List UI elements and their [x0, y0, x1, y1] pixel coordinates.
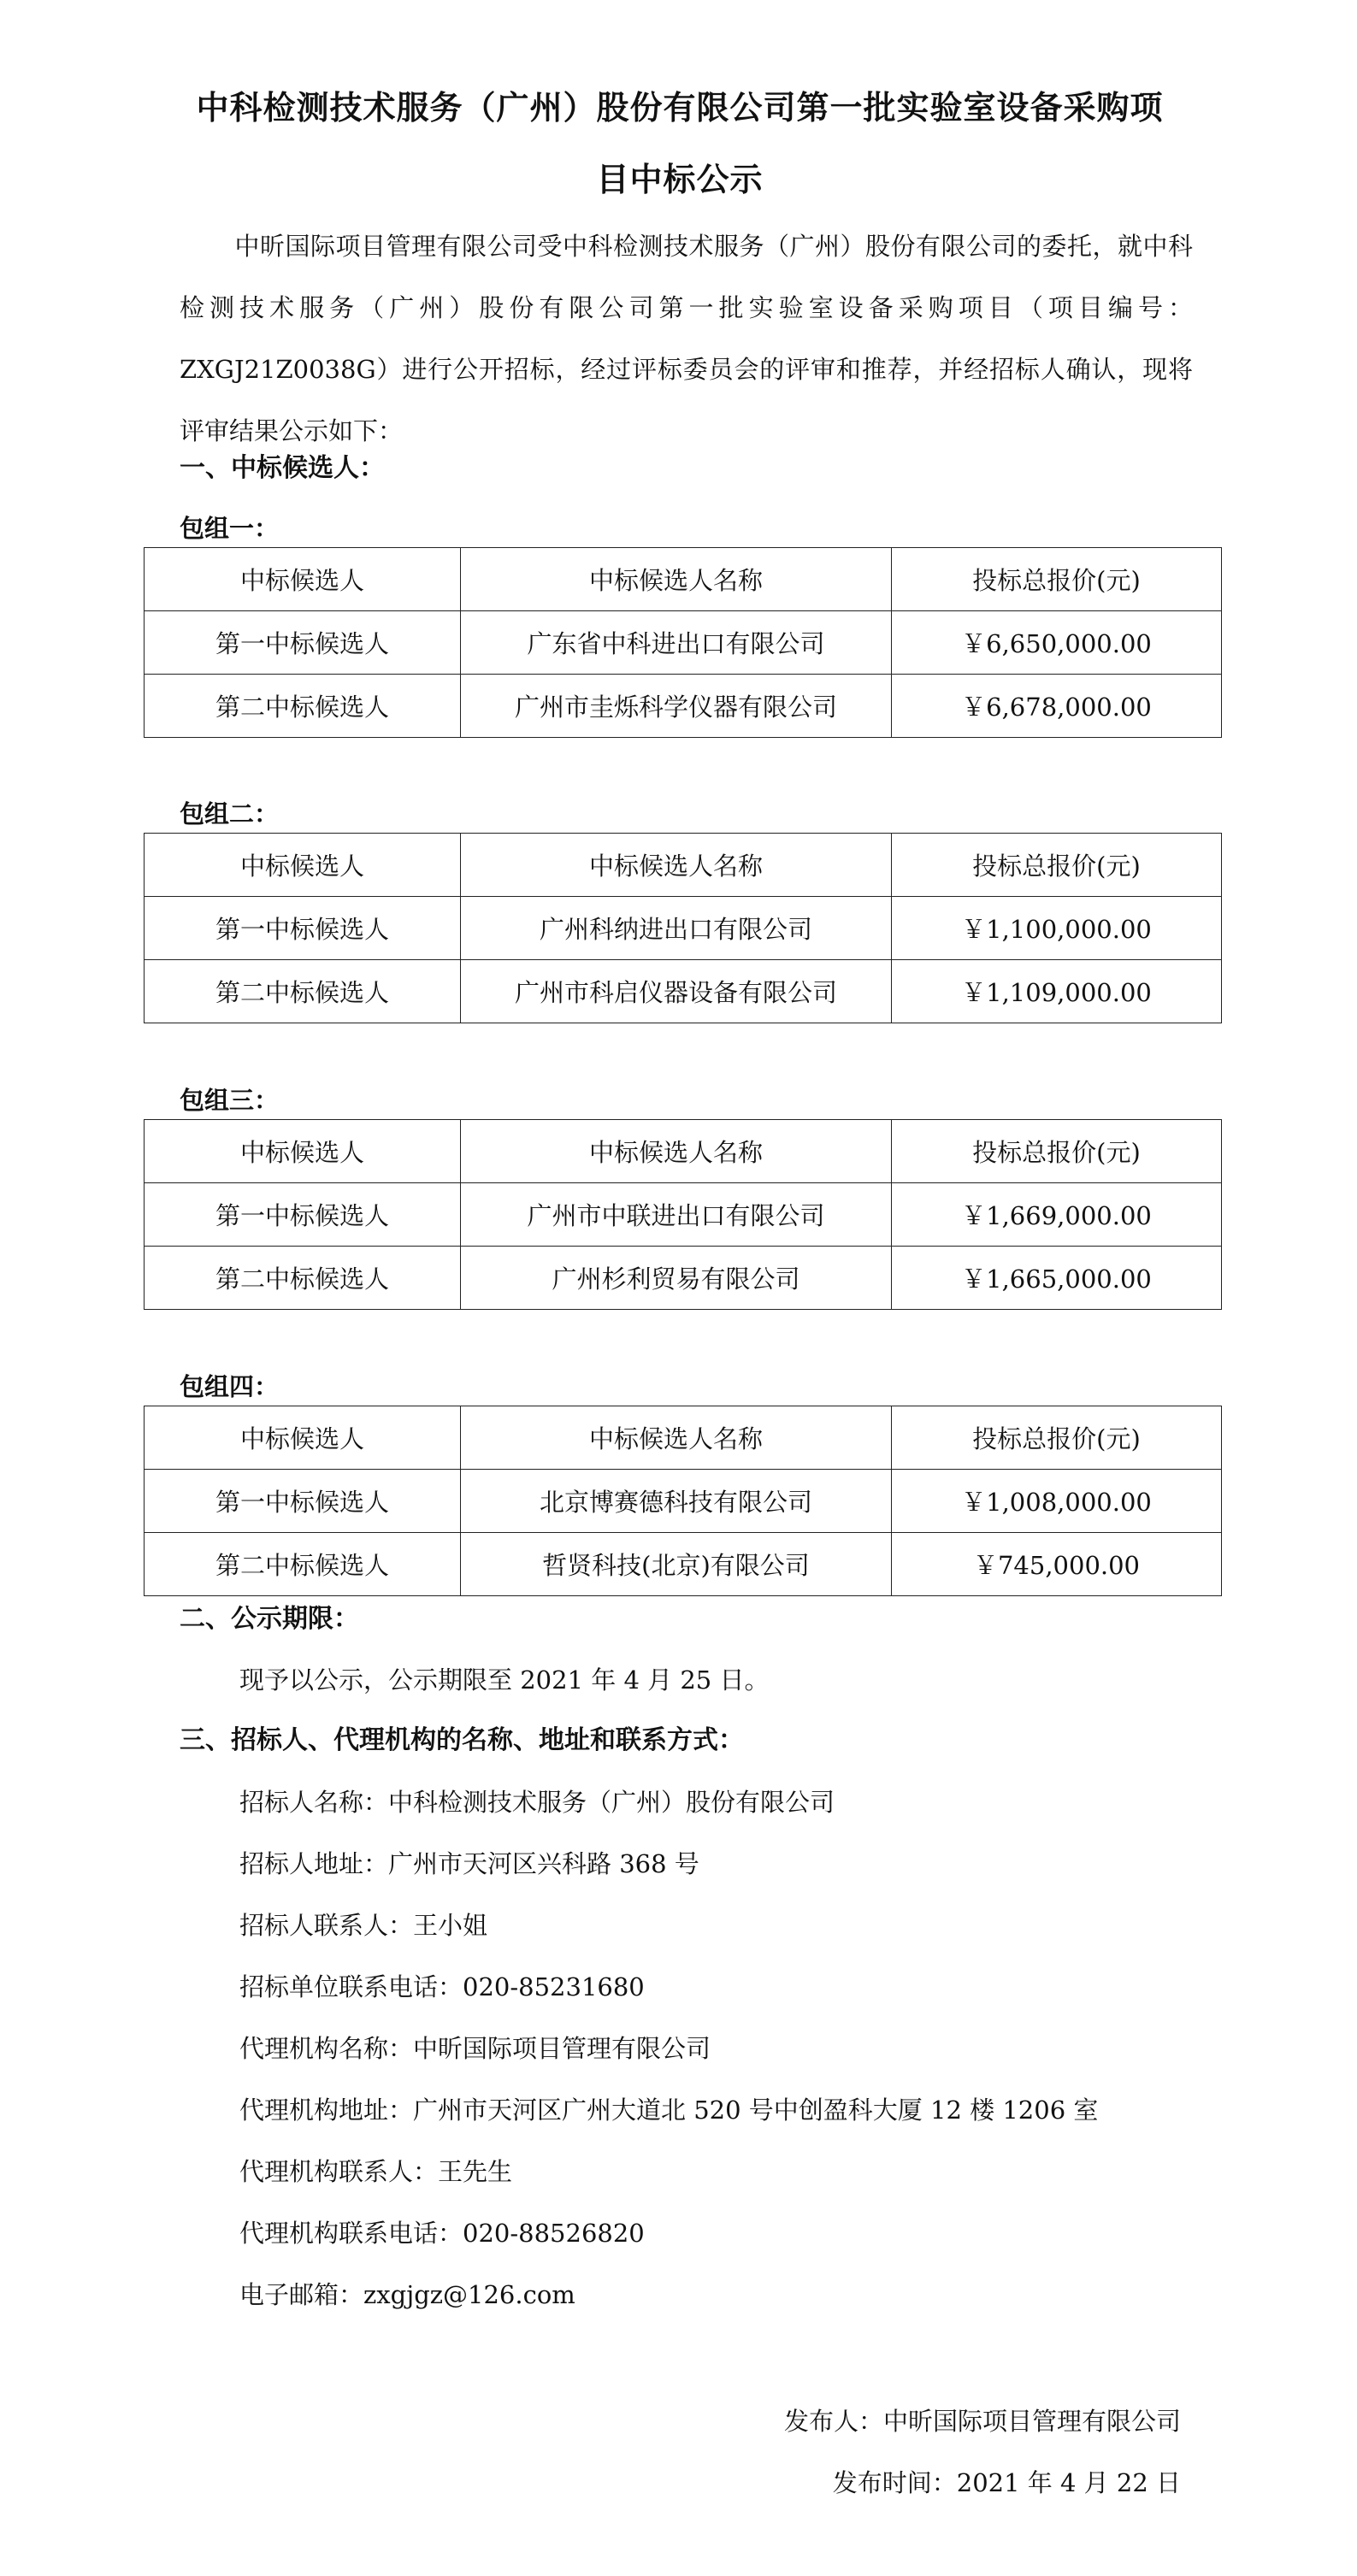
title-line-1: 中科检测技术服务（广州）股份有限公司第一批实验室设备采购项	[196, 89, 1164, 127]
cell-price: ￥6,650,000.00	[892, 611, 1222, 675]
header-rank: 中标候选人	[145, 1406, 461, 1470]
header-name: 中标候选人名称	[461, 1120, 892, 1183]
cell-rank: 第二中标候选人	[145, 1533, 461, 1596]
contact-line: 招标人名称：中科检测技术服务（广州）股份有限公司	[239, 1788, 835, 1817]
header-rank: 中标候选人	[145, 1120, 461, 1183]
bid-table-package-2	[144, 833, 1222, 1023]
contact-line: 代理机构名称：中昕国际项目管理有限公司	[239, 2034, 711, 2063]
table-header-row	[145, 1120, 1222, 1183]
cell-price: ￥1,665,000.00	[892, 1247, 1222, 1310]
contact-line: 代理机构联系电话：020-88526820	[239, 2219, 645, 2248]
header-price: 投标总报价(元)	[892, 548, 1222, 611]
cell-rank: 第二中标候选人	[145, 960, 461, 1023]
publisher: 发布人：中昕国际项目管理有限公司	[783, 2407, 1181, 2436]
cell-name: 广州科纳进出口有限公司	[461, 897, 892, 960]
package-label: 包组二：	[180, 799, 280, 828]
table-row	[145, 675, 1222, 738]
cell-name: 广州市圭烁科学仪器有限公司	[461, 675, 892, 738]
header-name: 中标候选人名称	[461, 548, 892, 611]
cell-rank: 第二中标候选人	[145, 1247, 461, 1310]
table-row	[145, 1183, 1222, 1247]
table-header-row	[145, 1406, 1222, 1470]
header-rank: 中标候选人	[145, 834, 461, 897]
document-title	[154, 72, 1206, 215]
table-row	[145, 1470, 1222, 1533]
cell-price: ￥1,109,000.00	[892, 960, 1222, 1023]
cell-rank: 第一中标候选人	[145, 1470, 461, 1533]
section3-heading: 三、招标人、代理机构的名称、地址和联系方式：	[180, 1725, 744, 1755]
contact-line: 代理机构地址：广州市天河区广州大道北 520 号中创盈科大厦 12 楼 1206 室	[239, 2096, 1099, 2125]
table-row	[145, 1247, 1222, 1310]
intro-paragraph	[180, 215, 1193, 462]
package-label: 包组一：	[180, 514, 280, 543]
contact-line: 招标人联系人：王小姐	[239, 1911, 488, 1940]
section1-heading: 一、中标候选人：	[180, 453, 385, 483]
bid-table-package-4	[144, 1406, 1222, 1596]
header-price: 投标总报价(元)	[892, 1406, 1222, 1470]
table-row	[145, 611, 1222, 675]
table-header-row	[145, 548, 1222, 611]
contact-line: 招标单位联系电话：020-85231680	[239, 1972, 645, 2001]
cell-name: 广州市科启仪器设备有限公司	[461, 960, 892, 1023]
table-row	[145, 960, 1222, 1023]
notice-period-text: 现予以公示，公示期限至 2021 年 4 月 25 日。	[239, 1665, 770, 1695]
cell-price: ￥6,678,000.00	[892, 675, 1222, 738]
header-name: 中标候选人名称	[461, 1406, 892, 1470]
bid-table-package-1	[144, 547, 1222, 738]
cell-rank: 第一中标候选人	[145, 611, 461, 675]
bid-table-package-3	[144, 1119, 1222, 1310]
header-price: 投标总报价(元)	[892, 1120, 1222, 1183]
cell-price: ￥745,000.00	[892, 1533, 1222, 1596]
table-row	[145, 897, 1222, 960]
cell-rank: 第一中标候选人	[145, 897, 461, 960]
contact-line: 代理机构联系人：王先生	[239, 2157, 513, 2186]
table-header-row	[145, 834, 1222, 897]
title-line-2: 目中标公示	[596, 161, 764, 198]
cell-rank: 第一中标候选人	[145, 1183, 461, 1247]
cell-name: 哲贤科技(北京)有限公司	[461, 1533, 892, 1596]
contact-line: 招标人地址：广州市天河区兴科路 368 号	[239, 1849, 699, 1878]
header-name: 中标候选人名称	[461, 834, 892, 897]
header-price: 投标总报价(元)	[892, 834, 1222, 897]
publish-date: 发布时间：2021 年 4 月 22 日	[832, 2468, 1181, 2497]
package-label: 包组四：	[180, 1372, 280, 1401]
package-label: 包组三：	[180, 1086, 280, 1115]
table-row	[145, 1533, 1222, 1596]
cell-price: ￥1,008,000.00	[892, 1470, 1222, 1533]
contact-line: 电子邮箱：zxgjgz@126.com	[239, 2280, 575, 2309]
cell-rank: 第二中标候选人	[145, 675, 461, 738]
cell-price: ￥1,100,000.00	[892, 897, 1222, 960]
cell-name: 广州杉利贸易有限公司	[461, 1247, 892, 1310]
section2-heading: 二、公示期限：	[180, 1604, 359, 1634]
header-rank: 中标候选人	[145, 548, 461, 611]
cell-name: 广州市中联进出口有限公司	[461, 1183, 892, 1247]
intro-text: 中昕国际项目管理有限公司受中科检测技术服务（广州）股份有限公司的委托，就中科检测技术服务（广州）股份有限公司第一批实验室设备采购项目（项目编号：ZXGJ21Z0038G）进行公开招标，经过评标委员会的评审和推荐，并经招标人确认，现将评审结果公示如下：	[180, 232, 1193, 445]
cell-price: ￥1,669,000.00	[892, 1183, 1222, 1247]
cell-name: 北京博赛德科技有限公司	[461, 1470, 892, 1533]
cell-name: 广东省中科进出口有限公司	[461, 611, 892, 675]
